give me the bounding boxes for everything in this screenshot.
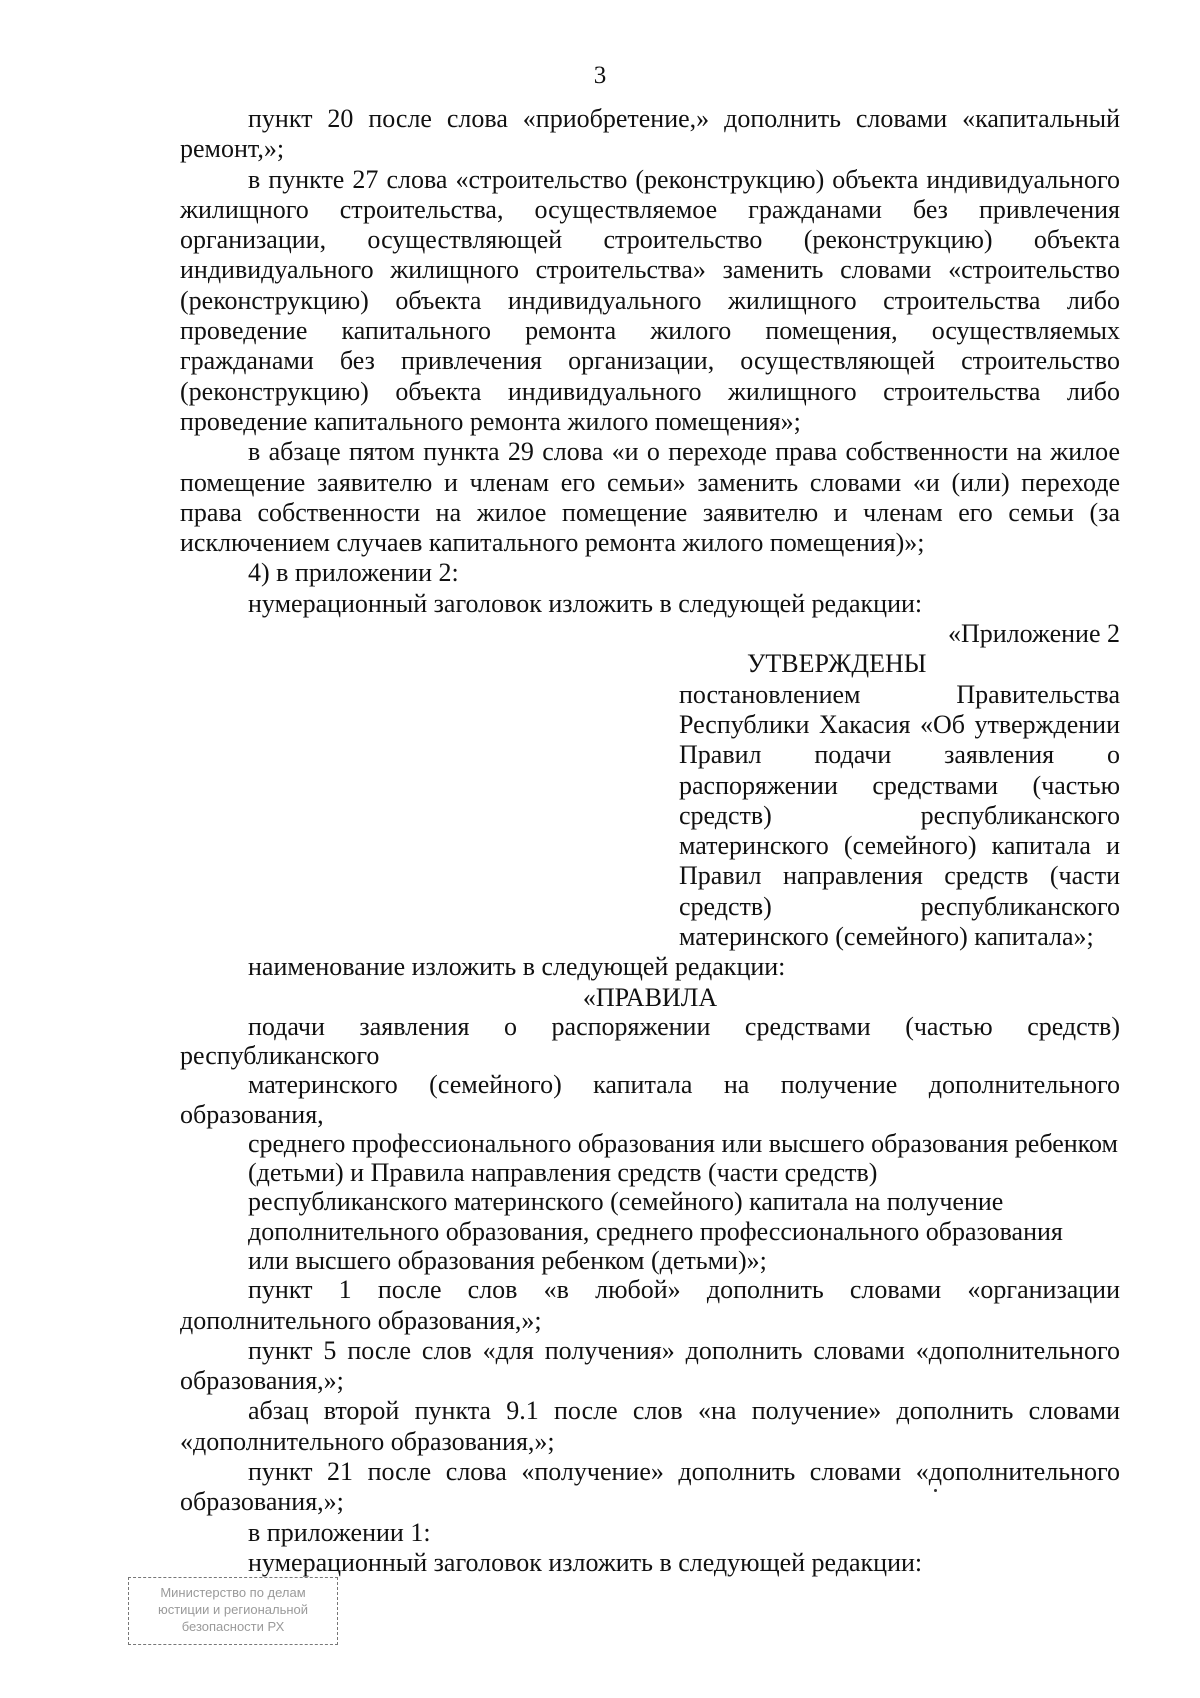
paragraph: абзац второй пункта 9.1 после слов «на получение» дополнить словами «дополнительного образования,»; — [180, 1396, 1120, 1456]
rules-subheading-line: среднего профессионального образования или высшего образования ребенком — [248, 1128, 1118, 1158]
paragraph: нумерационный заголовок изложить в следующей редакции: — [248, 1547, 923, 1577]
paragraph: 4) в приложении 2: — [248, 558, 459, 588]
rules-subheading-line: республиканского материнского (семейного) капитала на получение — [248, 1187, 1004, 1217]
paragraph: нумерационный заголовок изложить в следующей редакции: — [248, 588, 923, 618]
stamp-line: безопасности РХ — [181, 1619, 285, 1634]
paragraph: пункт 5 после слов «для получения» дополнить словами «дополнительного образования,»; — [180, 1335, 1120, 1396]
stamp-line: Министерство по делам — [160, 1585, 306, 1600]
paragraph: в абзаце пятом пункта 29 слова «и о переходе права собственности на жилое помещение заявителю и членам его семьи» заменить словами «и (или) переходе права собственности на жилое помещение заявителю и членам его семьи (за исключением случаев капитального ремонта жилого помещения)»; — [180, 437, 1120, 558]
rules-subheading-line: дополнительного образования, среднего профессионального образования — [248, 1216, 1063, 1246]
rules-subheading-line: подачи заявления о распоряжении средствами (частью средств) республиканского — [180, 1011, 1120, 1070]
rules-subheading-line: материнского (семейного) капитала на получение дополнительного образования, — [180, 1070, 1120, 1129]
appendix-label: «Приложение 2 — [947, 619, 1120, 649]
paragraph: в приложении 1: — [248, 1517, 431, 1547]
approval-title: УТВЕРЖДЕНЫ — [747, 649, 927, 679]
rules-subheading-line: (детьми) и Правила направления средств (части средств) — [248, 1158, 878, 1188]
page-number: 3 — [593, 62, 607, 89]
rules-heading: «ПРАВИЛА — [582, 982, 718, 1012]
paragraph: пункт 21 после слова «получение» дополнить словами «дополнительного образования,»; — [180, 1457, 1120, 1517]
approval-text: постановлением Правительства Республики Хакасия «Об утверждении Правил подачи заявления о распоряжении средствами (частью средств) республиканского материнского (семейного) капитала и Правил направления средств (части средств) республиканского материнского (семейного) капитала»; — [679, 679, 1120, 952]
stamp-line: юстиции и региональной — [157, 1602, 309, 1617]
paragraph: в пункте 27 слова «строительство (реконструкцию) объекта индивидуального жилищного строительства, осуществляемое гражданами без привлечения организации, осуществляющей строительство (реконструкцию) объекта индивидуального жилищного строительства» заменить словами «строительство (реконструкцию) объекта индивидуального жилищного строительства либо проведение капитального ремонта жилого помещения, осуществляемых гражданами без привлечения организации, осуществляющей строительство (реконструкцию) объекта индивидуального жилищного строительства либо проведение капитального ремонта жилого помещения»; — [180, 164, 1120, 436]
rules-subheading-line: или высшего образования ребенком (детьми)»; — [248, 1245, 767, 1275]
paragraph: наименование изложить в следующей редакции: — [248, 952, 786, 982]
approval-block — [679, 649, 1120, 952]
scan-speck — [934, 1489, 937, 1492]
registration-stamp — [128, 1577, 338, 1645]
paragraph: пункт 20 после слова «приобретение,» дополнить словами «капитальный ремонт,»; — [180, 104, 1120, 164]
paragraph: пункт 1 после слов «в любой» дополнить словами «организации дополнительного образования,»; — [180, 1275, 1120, 1335]
document-body — [180, 104, 1120, 1578]
rules-subheading — [180, 1012, 1120, 1276]
